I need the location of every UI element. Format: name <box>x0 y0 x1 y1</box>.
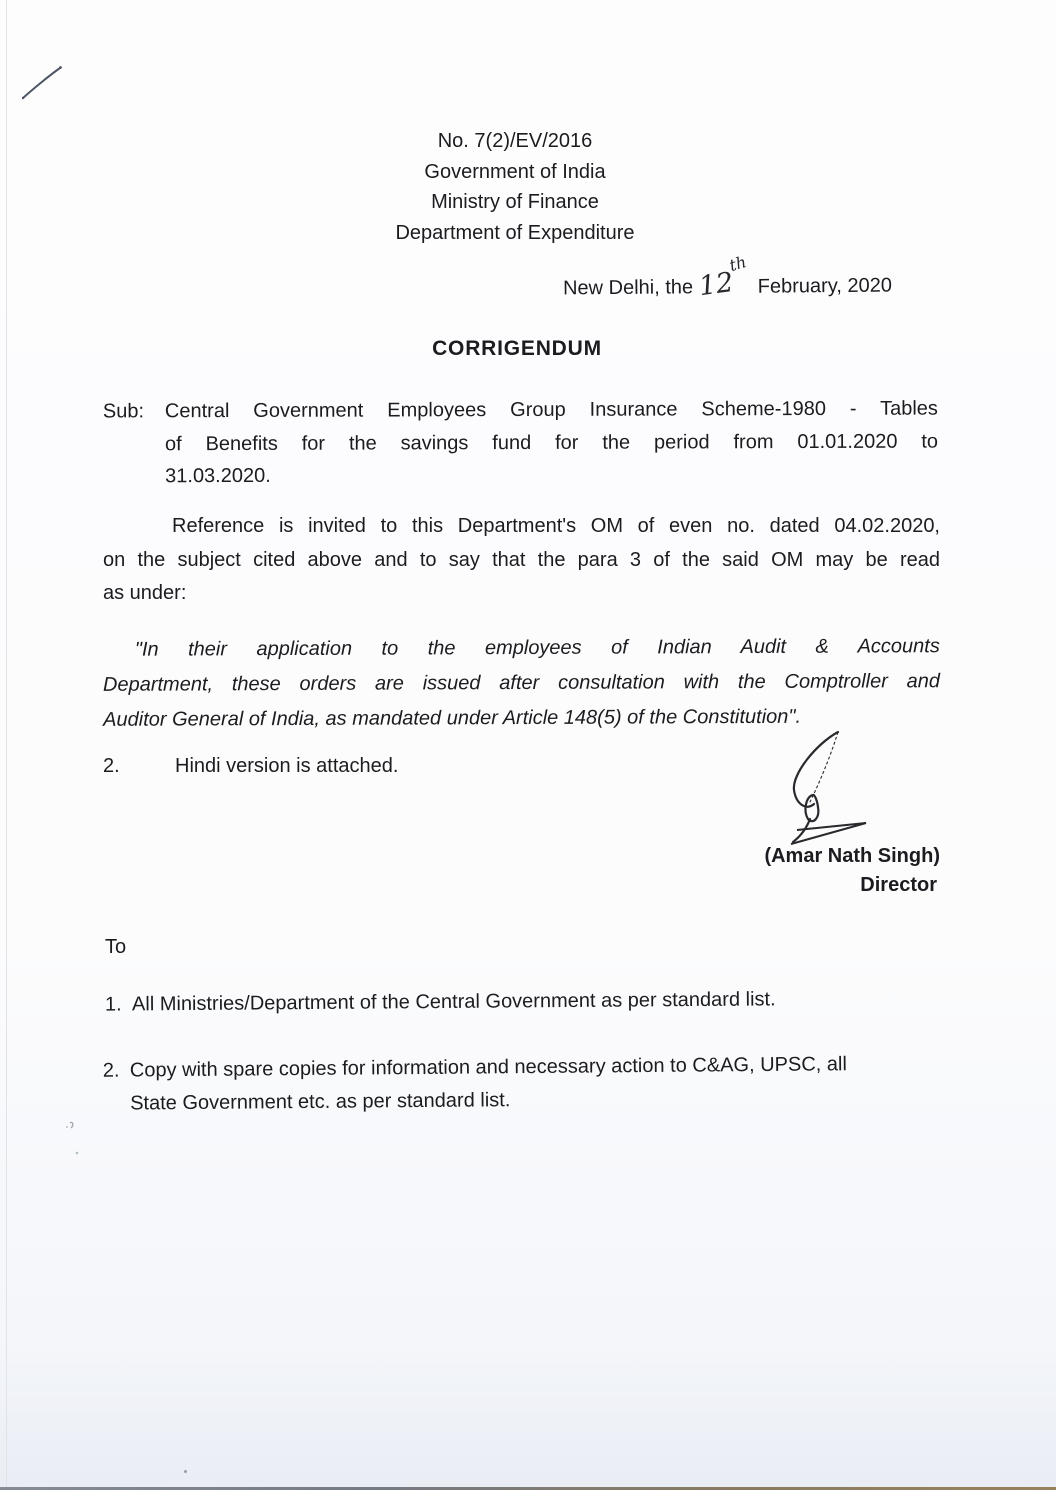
subject-line: 31.03.2020. <box>165 464 271 488</box>
reference-line: as under: <box>103 582 187 604</box>
org-line-department: Department of Expenditure <box>395 221 635 244</box>
dateline <box>562 252 892 303</box>
document-title: CORRIGENDUM <box>432 337 602 360</box>
signature-scribble <box>776 724 880 848</box>
quote-line: Auditor General of India, as mandated under Article 148(5) of the Constitution". <box>103 705 802 731</box>
subject-block <box>103 393 938 493</box>
reference-line: on the subject cited above and to say that the para 3 of the said OM may be read <box>103 548 940 571</box>
pen-stroke-mark <box>0 0 90 120</box>
signatory-name: (Amar Nath Singh) <box>764 845 940 867</box>
letterhead <box>0 126 1030 248</box>
handwritten-day-suffix: th <box>727 252 749 275</box>
addressee-number: 1. <box>104 993 122 1016</box>
addressee-text: All Ministries/Department of the Central Government as per standard list. <box>131 988 776 1016</box>
addressee-label: To <box>105 936 127 958</box>
dateline-rest: February, 2020 <box>757 274 892 298</box>
subject-line: of Benefits for the savings fund for the period from 01.01.2020 to <box>164 430 939 455</box>
quoted-paragraph <box>103 629 940 738</box>
handwritten-day-number: 12 <box>697 267 736 303</box>
hindi-version-paragraph <box>103 755 703 778</box>
addressee-number: 2. <box>102 1059 120 1082</box>
signature-block <box>540 842 940 900</box>
reference-line: Reference is invited to this Department's OM of even no. dated 04.02.2020, <box>172 515 940 537</box>
scan-smudge-mark <box>50 1115 100 1175</box>
org-line-government: Government of India <box>424 160 606 183</box>
addressee-item <box>105 988 776 1016</box>
org-line-ministry: Ministry of Finance <box>431 191 599 213</box>
reference-paragraph <box>103 510 940 611</box>
paragraph-text: Hindi version is attached. <box>175 755 399 777</box>
quote-line: Department, these orders are issued after consultation with the Comptroller and <box>102 670 941 696</box>
subject-label: Sub: <box>102 400 145 423</box>
addressee-item <box>103 1047 964 1121</box>
handwritten-day <box>697 252 752 303</box>
addressee-text-line: State Government etc. as per standard list. <box>130 1089 511 1115</box>
dateline-prefix: New Delhi, the <box>562 276 694 300</box>
addressee-text-line: Copy with spare copies for information and necessary action to C&AG, UPSC, all <box>129 1053 847 1082</box>
quote-line: "In their application to the employees of Indian Audit & Accounts <box>134 635 940 661</box>
scan-dot-artifact <box>184 1470 187 1473</box>
ref-no: No. 7(2)/EV/2016 <box>437 130 593 152</box>
paragraph-number: 2. <box>103 755 120 777</box>
signatory-title: Director <box>860 874 937 896</box>
subject-line: Central Government Employees Group Insurance Scheme-1980 - Tables <box>164 397 938 423</box>
